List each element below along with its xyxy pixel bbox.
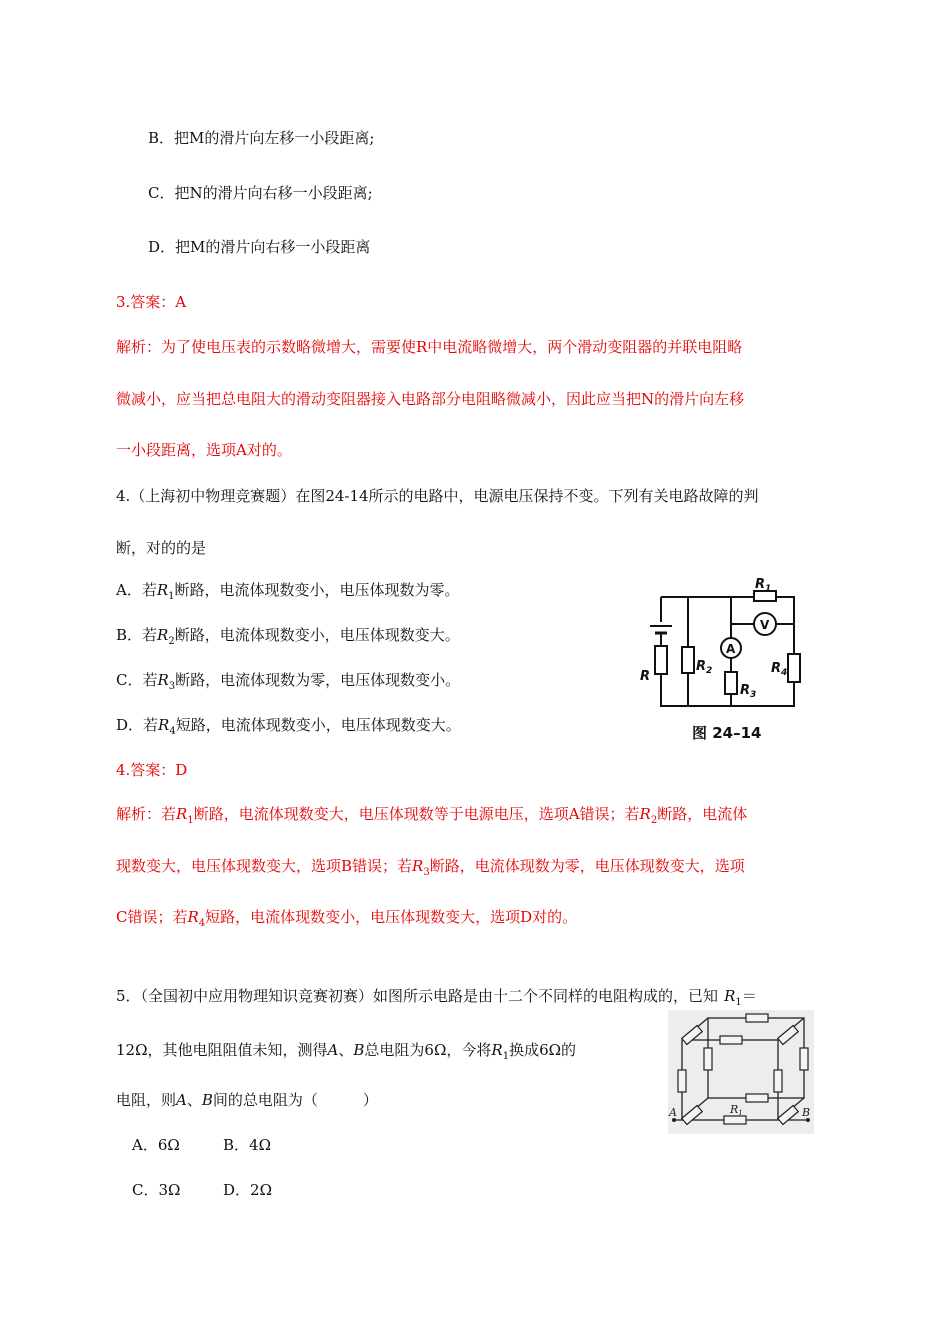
q3-option-b: B．把M的滑片向左移一小段距离; xyxy=(148,129,375,147)
svg-text:R3: $R_3$ xyxy=(740,683,757,700)
svg-text:R1: $R_1$ xyxy=(755,577,772,594)
q5-option-a: A．6Ω xyxy=(132,1136,180,1154)
q4-stem-line-1: 4.（上海初中物理竞赛题）在图24-14所示的电路中，电源电压保持不变。下列有关电路故障的判 xyxy=(116,487,759,505)
svg-text:B: B xyxy=(802,1106,811,1119)
svg-text:V: V xyxy=(760,618,770,632)
q4-option-c: C．若$R_3$断路，电流体现数为零，电压体现数变小。 xyxy=(116,671,461,692)
resistor-cube-diagram xyxy=(668,1010,814,1134)
q5-cube-figure xyxy=(668,1010,814,1134)
svg-text:R4: $R_4$ xyxy=(771,661,788,678)
r-resistor xyxy=(655,646,667,674)
q3-option-d: D．把M的滑片向右移一小段距离 xyxy=(148,238,371,256)
svg-text:A: A xyxy=(669,1106,677,1119)
q4-answer-label: 4.答案：D xyxy=(116,761,188,779)
q3-explanation-line-2: 微减小，应当把总电阻大的滑动变阻器接入电路部分电阻略微减小，因此应当把N的滑片向左移 xyxy=(116,390,745,408)
svg-text:R1: R1 xyxy=(730,1103,743,1117)
q5-stem-line-2: 12Ω，其他电阻阻值未知，测得A、B总电阻为6Ω，今将$R_1$换成6Ω的 xyxy=(116,1041,577,1062)
q4-explanation-line-1: 解析：若$R_1$断路，电流体现数变大，电压体现数等于电源电压，选项A错误；若$R_2$断路，电流体 xyxy=(116,805,748,826)
q3-option-c: C．把N的滑片向右移一小段距离; xyxy=(148,184,373,202)
r1-resistor xyxy=(724,1116,746,1124)
r3-resistor xyxy=(725,672,737,694)
svg-text:R: R xyxy=(640,669,651,684)
q4-option-a: A．若$R_1$断路，电流体现数变小，电压体现数为零。 xyxy=(116,581,460,602)
q5-option-b: B．4Ω xyxy=(223,1136,272,1154)
q4-option-d: D．若$R_4$短路，电流体现数变小，电压体现数变大。 xyxy=(116,716,461,737)
q5-stem-line-3: 电阻，则A、B间的总电阻为（ ） xyxy=(116,1091,378,1109)
r2-resistor xyxy=(682,647,694,673)
q5-option-d: D．2Ω xyxy=(223,1181,273,1199)
svg-text:A: A xyxy=(726,642,736,656)
r4-resistor xyxy=(788,654,800,682)
q4-stem-line-2: 断，对的的是 xyxy=(116,539,207,557)
circuit-diagram xyxy=(636,572,806,722)
figure-caption: 图 24–14 xyxy=(692,724,762,742)
q4-circuit-figure xyxy=(636,572,806,747)
q3-explanation-line-3: 一小段距离，选项A对的。 xyxy=(116,441,292,459)
q5-stem-line-1: 5．（全国初中应用物理知识竞赛初赛）如图所示电路是由十二个不同样的电阻构成的，已知 $R_1=$ xyxy=(116,987,757,1008)
svg-text:R2: $R_2$ xyxy=(696,659,713,676)
q3-explanation-line-1: 解析：为了使电压表的示数略微增大，需要使R中电流略微增大，两个滑动变阻器的并联电阻略 xyxy=(116,338,743,356)
q3-answer-label: 3.答案：A xyxy=(116,293,187,311)
q4-explanation-line-2: 现数变大，电压体现数变大，选项B错误；若$R_3$断路，电流体现数为零，电压体现数变大，选项 xyxy=(116,857,745,878)
q5-option-c: C．3Ω xyxy=(132,1181,181,1199)
q4-option-b: B．若$R_2$断路，电流体现数变小，电压体现数变大。 xyxy=(116,626,460,647)
q4-explanation-line-3: C错误；若$R_4$短路，电流体现数变小，电压体现数变大，选项D对的。 xyxy=(116,908,578,929)
